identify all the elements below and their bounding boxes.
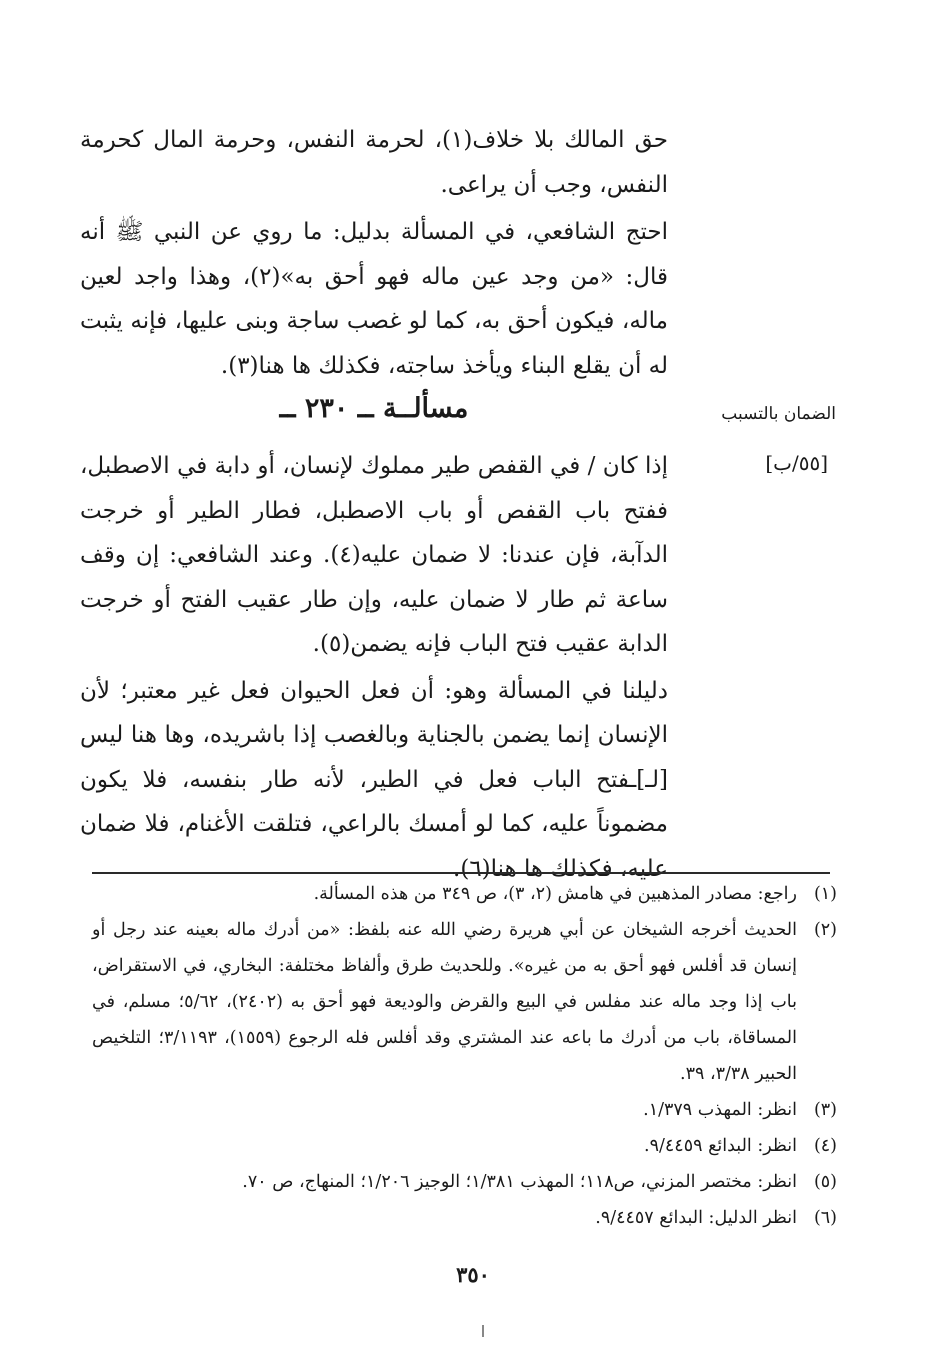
footnote-text: راجع: مصادر المذهبين في هامش (٢، ٣)، ص ٣٤٩ من هذه المسألة. [313, 884, 797, 904]
page-number: ٣٥٠ [456, 1262, 490, 1287]
footnote-text: انظر الدليل: البدائع ٩/٤٤٥٧. [595, 1208, 797, 1228]
body-paragraph-1: حق المالك بلا خلاف(١)، لحرمة النفس، وحرمة المال كحرمة النفس، وجب أن يراعى. [80, 127, 668, 198]
footnote-text: انظر: المهذب ١/٣٧٩. [643, 1100, 797, 1120]
footnote-divider [92, 872, 830, 874]
footnote-number: (٢) [813, 920, 837, 940]
main-text-bottom [80, 444, 668, 891]
body-paragraph-3: إذا كان / في القفص طير مملوك لإنسان، أو دابة في الاصطبل، ففتح باب القفص أو باب الاصطبل، فطار الطير أو خرجت الدآبة، فإن عندنا: لا ضمان عليه(٤). وعند الشافعي: إن وقف ساعة ثم طار لا ضمان عليه، وإن طار عقيب الفتح أو خرجت الدابة عقيب فتح الباب فإنه يضمن(٥). [80, 453, 668, 657]
footnotes [92, 876, 837, 1236]
footnote-number: (٣) [813, 1100, 837, 1120]
main-text-top [80, 118, 668, 388]
footnote-5 [92, 1164, 837, 1200]
footnote-number: (٤) [813, 1136, 837, 1156]
footnote-4 [92, 1128, 837, 1164]
footnote-1 [92, 876, 837, 912]
footnote-text: انظر: البدائع ٩/٤٤٥٩. [644, 1136, 797, 1156]
margin-sidenote: الضمان بالتسبب [721, 404, 836, 424]
footnote-number: (٦) [813, 1208, 837, 1228]
footnote-text: الحديث أخرجه الشيخان عن أبي هريرة رضي الله عنه بلفظ: «من أدرك ماله بعينه عند رجل أو إنسان قد أفلس فهو أحق به من غيره». وللحديث طرق وألفاظ مختلفة: البخاري، في الاستقراض، باب إذا وجد ماله عند مفلس في البيع والقرض والوديعة فهو أحق به (٢٤٠٢)، ٥/٦٢؛ مسلم، في المساقاة، باب من أدرك ما باعه عند المشتري وقد أفلس فله الرجوع (١٥٥٩)، ٣/١١٩٣؛ التلخيص الحبير ٣/٣٨، ٣٩. [92, 920, 797, 1084]
footnote-2 [92, 912, 837, 1092]
section-heading: مسألــة ــ ٢٣٠ ــ [279, 393, 469, 424]
footnote-number: (١) [813, 884, 837, 904]
footnote-number: (٥) [813, 1172, 837, 1192]
print-mark [482, 1325, 484, 1337]
footnote-6 [92, 1200, 837, 1236]
body-paragraph-4: دليلنا في المسألة وهو: أن فعل الحيوان فعل غير معتبر؛ لأن الإنسان إنما يضمن بالجناية وبالغصب إذا باشريده، وها هنا ليس [لـ]ـفتح الباب فعل في الطير، لأنه طار بنفسه، فلا يكون مضموناً عليه، كما لو أمسك بالراعي، فتلقت الأغنام، فلا ضمان عليه، فكذلك ها هنا(٦). [80, 677, 668, 882]
footnote-text: انظر: مختصر المزني، ص١١٨؛ المهذب ١/٣٨١؛ الوجيز ١/٢٠٦؛ المنهاج، ص ٧٠. [242, 1172, 797, 1192]
body-paragraph-2: احتج الشافعي، في المسألة بدليل: ما روي عن النبي ﷺ أنه قال: «من وجد عين ماله فهو أحق به»(٢)، وهذا واجد لعين ماله، فيكون أحق به، كما لو غصب ساجة وبنى عليها، فإنه يثبت له أن يقلع البناء ويأخذ ساجته، فكذلك ها هنا(٣). [80, 219, 668, 379]
manuscript-folio-marker: [٥٥/ب] [765, 451, 828, 475]
footnote-3 [92, 1092, 837, 1128]
